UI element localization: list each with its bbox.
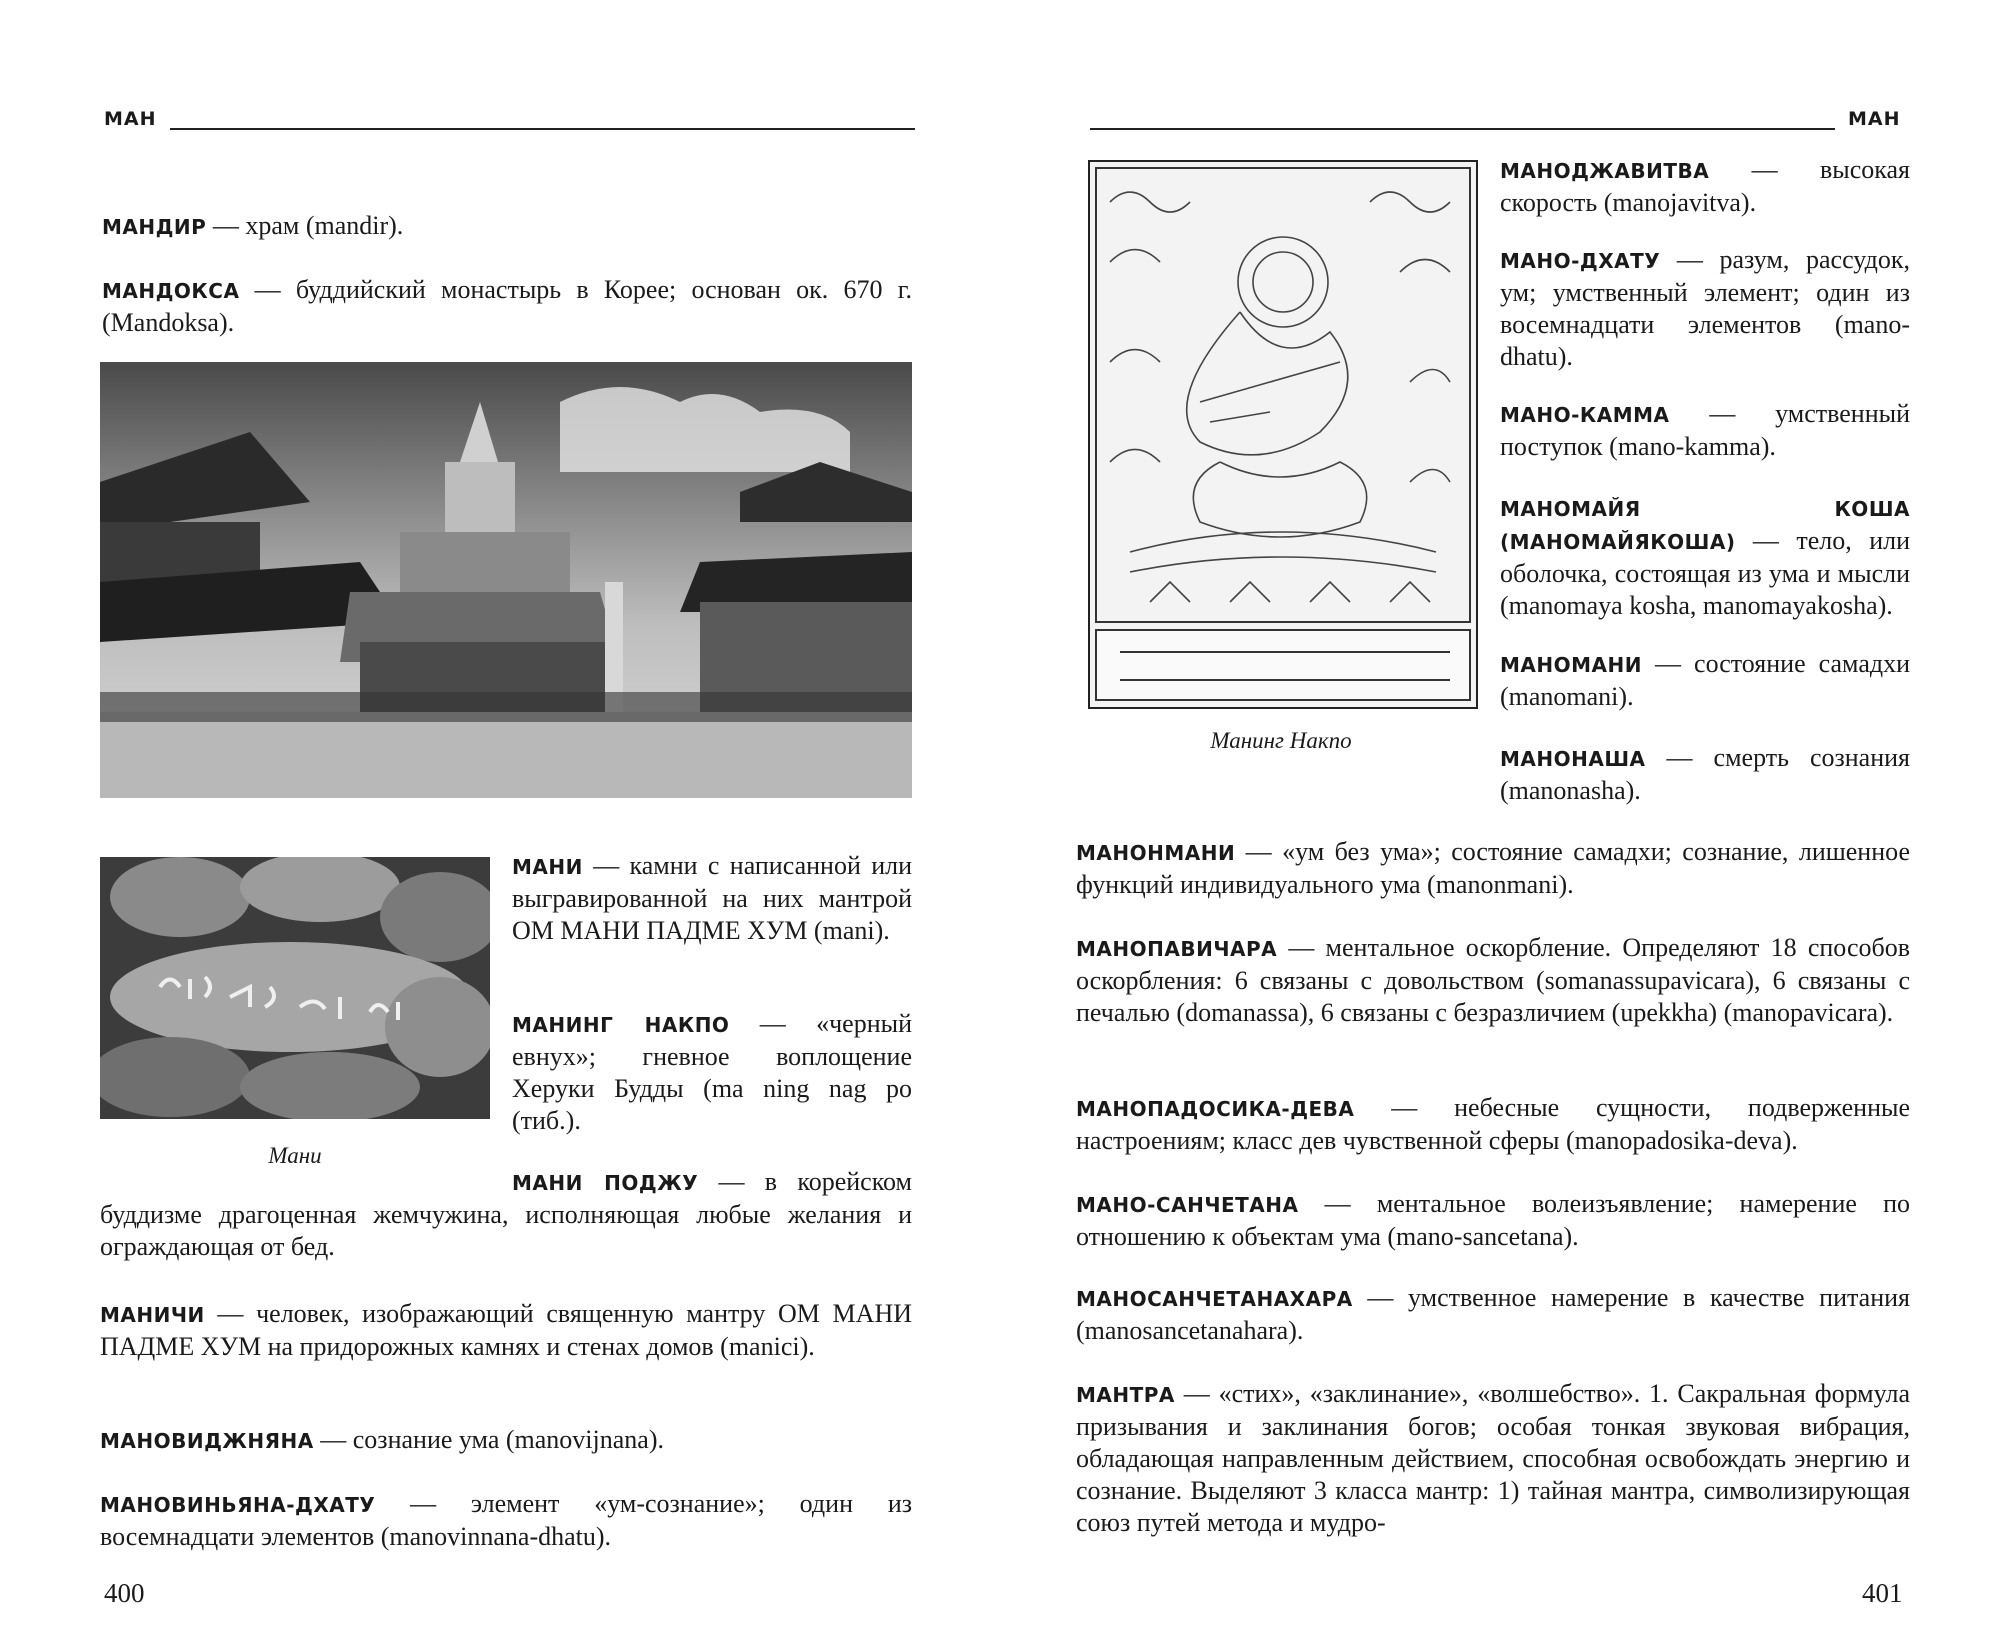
entry-definition: — разум, рассудок, ум; умственный элемент; один из восемнадцати элементов (mano-dhatu). bbox=[1500, 245, 1910, 371]
entry-term: МАНИ bbox=[512, 855, 583, 879]
entry-mano-dhatu bbox=[1500, 244, 1910, 373]
entry-manomani bbox=[1500, 648, 1910, 713]
entry-definition: — человек, изображающий священную мантру ОМ МАНИ ПАДМЕ ХУМ на придорожных камнях и стенах домов (manici). bbox=[100, 1299, 912, 1361]
entry-definition: — сознание ума (manovijnana). bbox=[313, 1425, 664, 1454]
entry-mano-kamma bbox=[1500, 398, 1910, 463]
entry-mano-sanchetana bbox=[1076, 1188, 1910, 1253]
entry-term: МАНОПАДОСИКА-ДЕВА bbox=[1076, 1097, 1355, 1121]
entry-manopadosika-deva bbox=[1076, 1092, 1910, 1157]
entry-definition: — элемент «ум-сознание»; один из восемнадцати элементов (manovinnana-dhatu). bbox=[100, 1489, 912, 1551]
entry-definition: — храм (mandir). bbox=[206, 211, 404, 240]
entry-term: МАНОВИДЖНЯНА bbox=[100, 1429, 314, 1453]
header-rule-left bbox=[170, 128, 915, 130]
right-page bbox=[1000, 0, 2000, 1634]
entry-definition: — состояние самадхи (manomani). bbox=[1500, 649, 1910, 711]
temple-photo bbox=[100, 362, 912, 798]
entry-mandir bbox=[102, 210, 912, 243]
entry-definition: — ментальное волеизъявление; намерение по отношению к объектам ума (mano-sancetana). bbox=[1076, 1189, 1910, 1251]
entry-manonmani bbox=[1076, 836, 1910, 901]
caption-maning-nakpo: Манинг Накпо bbox=[1210, 728, 1352, 753]
entry-mandoksa bbox=[102, 274, 912, 339]
caption-mani: Мани bbox=[268, 1143, 322, 1168]
entry-manopavichara bbox=[1076, 932, 1910, 1029]
entry-definition: — «стих», «заклинание», «волшебство». 1. Сакральная формула призывания и заклинания богов; особая тонкая звуковая вибрация, обладающая направленным действием, способная освобождать энергию и сознание. Выделяют 3 класса мантр: 1) тайная мантра, символизирующая союз путей метода и мудро- bbox=[1076, 1379, 1910, 1537]
page-number-left: 400 bbox=[104, 1578, 145, 1608]
entry-term: МАНОСАНЧЕТАНАХАРА bbox=[1076, 1287, 1353, 1311]
entry-term: МАНОНМАНИ bbox=[1076, 841, 1236, 865]
entry-term: МАНИНГ НАКПО bbox=[512, 1013, 730, 1037]
entry-definition: — «ум без ума»; состояние самадхи; сознание, лишенное функций индивидуального ума (manonmani). bbox=[1076, 837, 1910, 899]
entry-mantra bbox=[1076, 1378, 1910, 1539]
entry-definition: — умственное намерение в качестве питания (manosancetanahara). bbox=[1076, 1283, 1910, 1345]
entry-definition: — в корейском буддизме драгоценная жемчужина, исполняющая любые желания и ограждающая от бед. bbox=[100, 1167, 912, 1261]
entry-term: МАНОМАЙЯ КОША (МАНОМАЙЯКОША) bbox=[1500, 497, 1910, 554]
entry-definition: — умственный поступок (mano-kamma). bbox=[1500, 399, 1910, 461]
entry-manosanchetanahara bbox=[1076, 1282, 1910, 1347]
entry-manovidzhnyana bbox=[100, 1424, 912, 1457]
entry-definition: — ментальное оскорбление. Определяют 18 способов оскорбления: 6 связаны с довольством (somanassupavicara), 6 связаны с печалью (domanassa), 6 связаны с безразличием (upekkha) (manopavicara). bbox=[1076, 933, 1910, 1027]
entry-manomaya-kosha bbox=[1500, 492, 1910, 622]
entry-term: МАНТРА bbox=[1076, 1383, 1175, 1407]
running-head-right: МАН bbox=[1848, 108, 1901, 130]
entry-term: МАНОНАША bbox=[1500, 747, 1646, 771]
maning-nakpo-illustration bbox=[1088, 160, 1478, 709]
entry-term: МАНОМАНИ bbox=[1500, 653, 1642, 677]
entry-manonasha bbox=[1500, 742, 1910, 807]
entry-term: МАНО-ДХАТУ bbox=[1500, 249, 1661, 273]
header-rule-right bbox=[1090, 128, 1835, 130]
entry-manovinyana-dhatu bbox=[100, 1488, 912, 1553]
entry-manichi bbox=[100, 1298, 912, 1363]
entry-definition: — высокая скорость (manojavitva). bbox=[1500, 155, 1910, 217]
entry-maning-nakpo bbox=[512, 1008, 912, 1137]
mani-stones-photo bbox=[100, 857, 490, 1119]
entry-manodzhavitva bbox=[1500, 154, 1910, 219]
entry-definition: — камни с написанной или выгравированной на них мантрой ОМ МАНИ ПАДМЕ ХУМ (mani). bbox=[512, 851, 912, 945]
entry-term: МАНИЧИ bbox=[100, 1303, 205, 1327]
entry-mani-podzhu bbox=[100, 1166, 912, 1263]
entry-term: МАНДИР bbox=[102, 215, 207, 239]
entry-definition: — смерть сознания (manonasha). bbox=[1500, 743, 1910, 805]
entry-definition: — «черный евнух»; гневное воплощение Херуки Будды (ma ning nag po (тиб.). bbox=[512, 1009, 912, 1135]
page-number-right: 401 bbox=[1862, 1578, 1903, 1608]
entry-definition: — тело, или оболочка, состоящая из ума и мысли (manomaya kosha, manomayakosha). bbox=[1500, 526, 1910, 620]
entry-term: МАНИ ПОДЖУ bbox=[512, 1171, 699, 1195]
entry-definition: — буддийский монастырь в Корее; основан ок. 670 г. (Mandoksa). bbox=[102, 275, 912, 337]
entry-mani bbox=[512, 850, 912, 947]
entry-term: МАНОПАВИЧАРА bbox=[1076, 937, 1278, 961]
entry-term: МАНОВИНЬЯНА-ДХАТУ bbox=[100, 1493, 376, 1517]
entry-term: МАНОДЖАВИТВА bbox=[1500, 159, 1710, 183]
entry-term: МАНО-САНЧЕТАНА bbox=[1076, 1193, 1299, 1217]
entry-definition: — небесные сущности, подверженные настроениям; класс дев чувственной сферы (manopadosika-deva). bbox=[1076, 1093, 1910, 1155]
entry-term: МАНО-КАММА bbox=[1500, 403, 1670, 427]
entry-term: МАНДОКСА bbox=[102, 279, 240, 303]
running-head-left: МАН bbox=[104, 108, 157, 130]
